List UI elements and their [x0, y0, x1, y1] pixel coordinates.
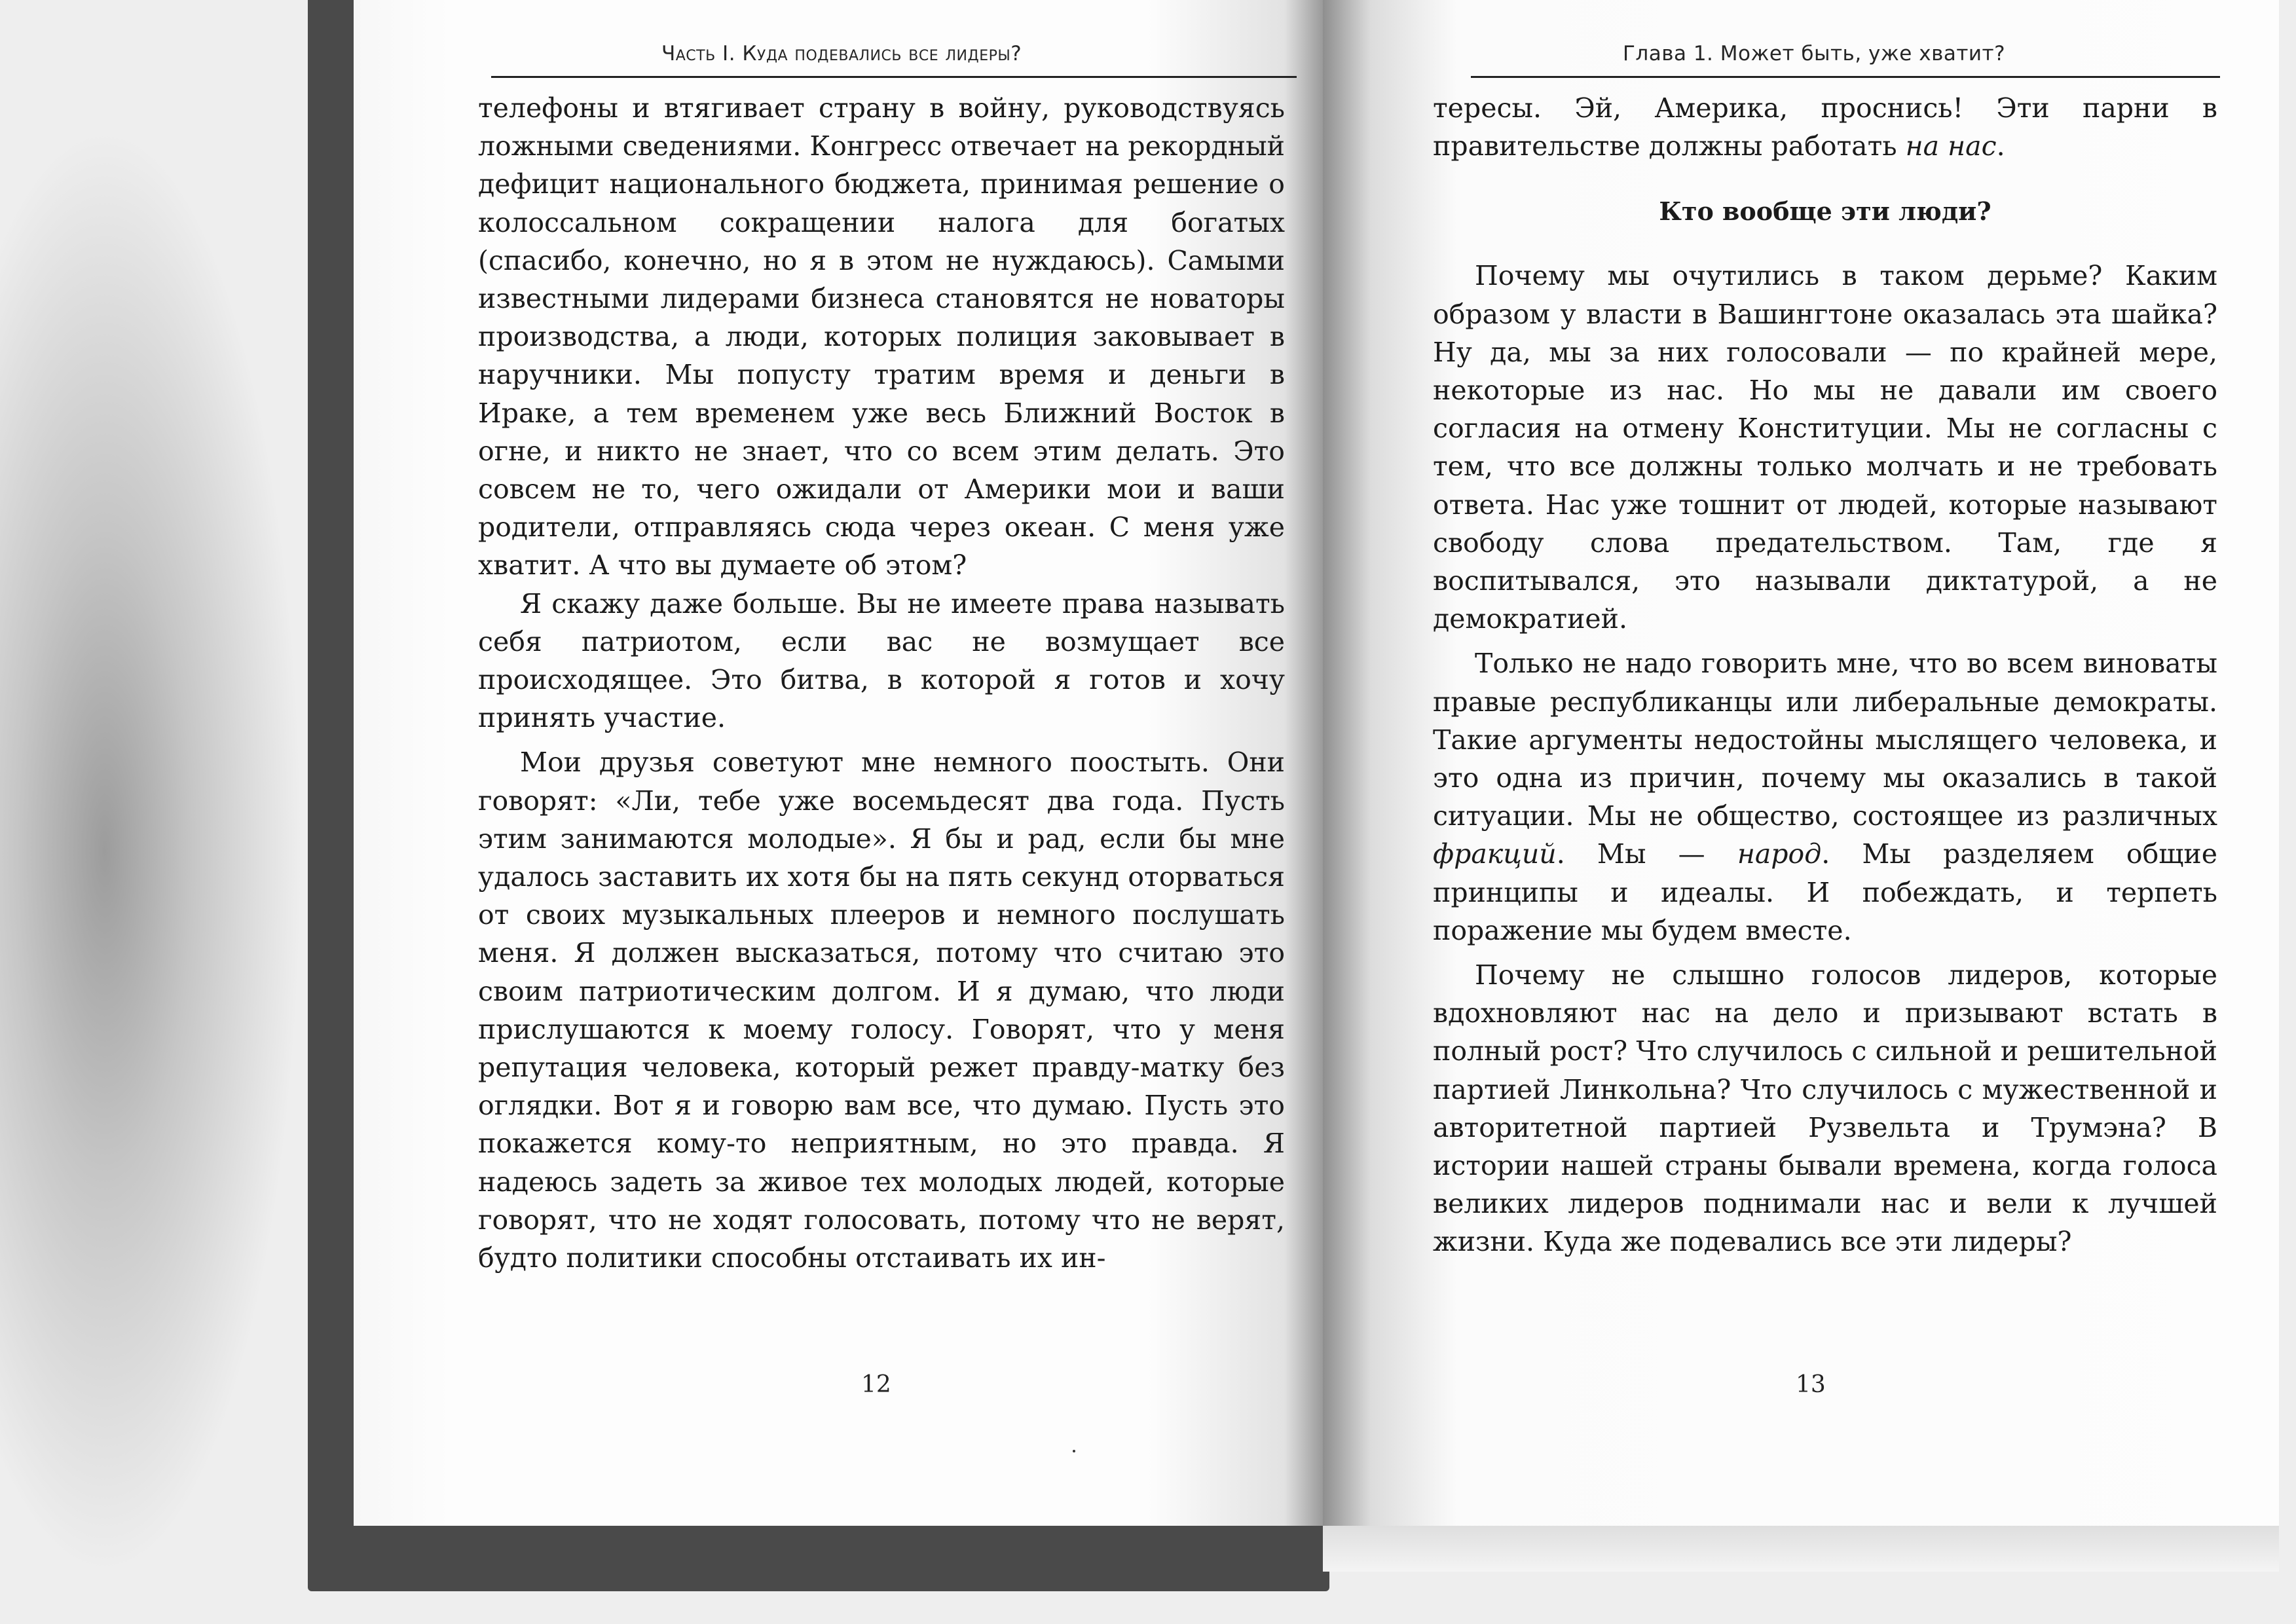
left-page-number: 12	[861, 1371, 891, 1398]
right-paragraph-2-start: Только не надо говорить мне, что во всем виноваты правые республиканцы или либеральные демократы. Такие аргументы недостойны мыслящего человека, и это одна из причин, почему мы оказались в такой ситуации. Мы не общество, состоящее из различных	[1433, 648, 2217, 832]
right-page-number: 13	[1796, 1371, 1826, 1398]
right-opening-paragraph	[1433, 89, 2217, 165]
right-opening-text: тересы. Эй, Америка, проснись! Эти парни в правительстве должны работать	[1433, 92, 2217, 162]
right-paragraph-2-emphasis-2: народ	[1737, 838, 1822, 870]
right-page	[1323, 0, 2279, 1526]
left-header-rule	[491, 76, 1297, 78]
right-paragraph-2-emphasis-1: фракций	[1433, 838, 1557, 870]
right-opening-end: .	[1996, 130, 2005, 162]
left-running-head: Часть I. Куда подевались все лидеры?	[661, 42, 1022, 65]
right-paragraph-3: Почему не слышно голосов лидеров, которые вдохновляют нас на дело и призывают встать в полный рост? Что случилось с сильной и решительной партией Линкольна? Что случилось с мужественной и авторитетной партией Рузвельта и Трумэна? В истории нашей страны бывали времена, когда голоса великих лидеров поднимали нас и вели к лучшей жизни. Куда же подевались все эти лидеры?	[1433, 959, 2217, 1258]
right-opening-emphasis: на нас	[1905, 130, 1997, 162]
scan-speck	[1073, 1450, 1075, 1452]
right-text-block	[1433, 89, 2217, 1261]
right-paragraph-2	[1433, 644, 2217, 950]
right-paragraph-2-end: . Мы разделяем общие принципы и идеалы. И побеждать, и терпеть поражение мы будем вместе.	[1433, 838, 2217, 946]
left-paragraph-2: Я скажу даже больше. Вы не имеете права называть себя патриотом, если вас не возмущает все происходящее. Это битва, в которой я готов и хочу принять участие.	[478, 587, 1285, 734]
right-header-rule	[1471, 76, 2220, 78]
left-page	[354, 0, 1323, 1526]
right-running-head: Глава 1. Может быть, уже хватит?	[1623, 42, 2006, 65]
right-paragraph-2-mid: . Мы —	[1556, 838, 1737, 870]
left-text-block	[478, 89, 1285, 1277]
left-paragraph-1: телефоны и втягивает страну в войну, руководствуясь ложными сведениями. Конгресс отвечает на рекордный дефицит национального бюджета, принимая решение о колоссальном сокращении налога для богатых (спасибо, конечно, но я в этом не нуждаюсь). Самыми известными лидерами бизнеса становятся не новаторы производства, а люди, которых полиция заковывает в наручники. Мы попусту тратим время и деньги в Ираке, а тем временем уже весь Ближний Восток в огне, и никто не знает, что со всем этим делать. Это совсем не то, чего ожидали от Америки мои и ваши родители, отправляясь сюда через океан. С меня уже хватит. А что вы думаете об этом?	[478, 92, 1285, 581]
right-paragraph-1: Почему мы очутились в таком дерьме? Каким образом у власти в Вашингтоне оказалась эта шайка? Ну да, мы за них голосовали — по крайней мере, некоторые из нас. Но мы не давали им своего согласия на отмену Конституции. Мы не согласны с тем, что все должны только молчать и не требовать ответа. Нас уже тошнит от людей, которые называют свободу слова предательством. Там, где я воспитывался, это называли диктатурой, а не демократией.	[1433, 260, 2217, 635]
section-heading: Кто вообще эти люди?	[1659, 196, 1991, 227]
left-paragraph-3: Мои друзья советуют мне немного поостыть. Они говорят: «Ли, тебе уже восемьдесят два года. Пусть этим занимаются молодые». Я бы и рад, если бы мне удалось заставить их хотя бы на пять секунд оторваться от своих музыкальных плееров и немного послушать меня. Я должен высказаться, потому что считаю это своим патриотическим долгом. И я думаю, что люди прислушаются к моему голосу. Говорят, что у меня репутация человека, который режет правду-матку без оглядки. Вот я и говорю вам все, что думаю. Пусть это покажется кому-то неприятным, но это правда. Я надеюсь задеть за живое тех молодых людей, которые говорят, что не ходят голосовать, потому что не верят, будто политики способны отстаивать их ин-	[478, 747, 1285, 1274]
